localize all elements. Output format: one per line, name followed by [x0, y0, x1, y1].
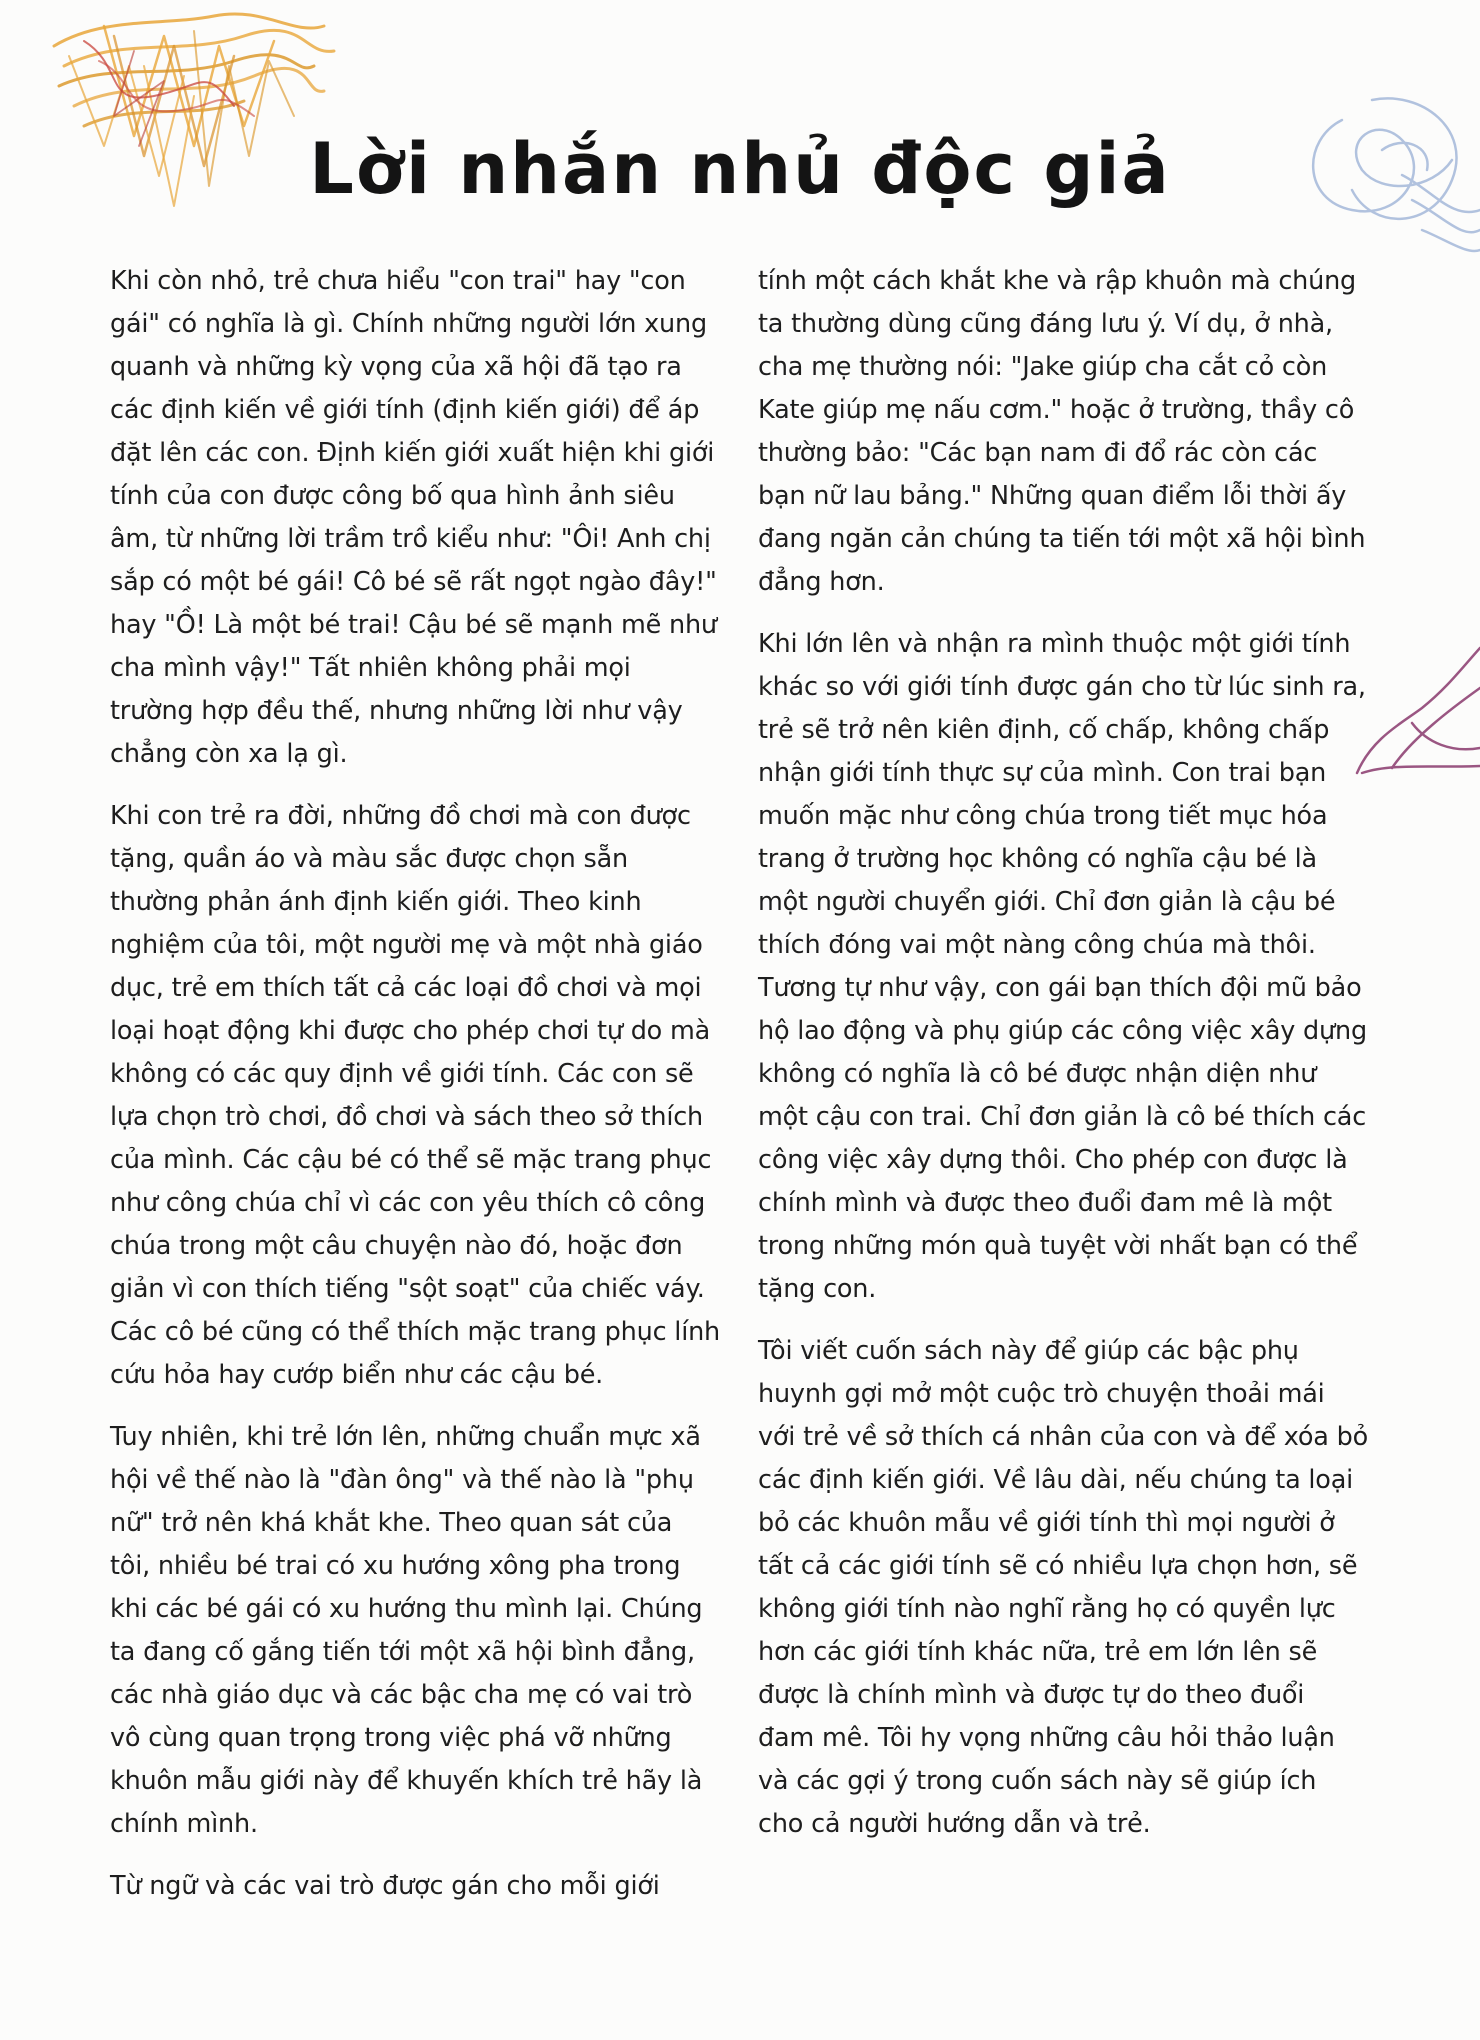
paragraph: Khi lớn lên và nhận ra mình thuộc một giới tính khác so với giới tính được gán cho từ lúc sinh ra, trẻ sẽ trở nên kiên định, cố chấp, không chấp nhận giới tính thực sự của mình. Con trai bạn muốn mặc như công chúa trong tiết mục hóa trang ở trường học không có nghĩa cậu bé là một người chuyển giới. Chỉ đơn giản là cậu bé thích đóng vai một nàng công chúa mà thôi. Tương tự như vậy, con gái bạn thích đội mũ bảo hộ lao động và phụ giúp các công việc xây dựng không có nghĩa là cô bé được nhận diện như một cậu con trai. Chỉ đơn giản là cô bé thích các công việc xây dựng thôi. Cho phép con được là chính mình và được theo đuổi đam mê là một trong những món quà tuyệt vời nhất bạn có thể tặng con. [758, 629, 1367, 1304]
purple-crayon-scribble [1352, 628, 1480, 788]
paragraph: Từ ngữ và các vai trò được gán cho mỗi giới [110, 1871, 660, 1901]
paragraph: Khi con trẻ ra đời, những đồ chơi mà con được tặng, quần áo và màu sắc được chọn sẵn thường phản ánh định kiến giới. Theo kinh nghiệm của tôi, một người mẹ và một nhà giáo dục, trẻ em thích tất cả các loại đồ chơi và mọi loại hoạt động khi được cho phép chơi tự do mà không có các quy định về giới tính. Các con sẽ lựa chọn trò chơi, đồ chơi và sách theo sở thích của mình. Các cậu bé có thể sẽ mặc trang phục như công chúa chỉ vì các con yêu thích cô công chúa trong một câu chuyện nào đó, hoặc đơn giản vì con thích tiếng "sột soạt" của chiếc váy. Các cô bé cũng có thể thích mặc trang phục lính cứu hỏa hay cướp biển như các cậu bé. [110, 801, 720, 1390]
paragraph: Khi còn nhỏ, trẻ chưa hiểu "con trai" hay "con gái" có nghĩa là gì. Chính những người lớn xung quanh và những kỳ vọng của xã hội đã tạo ra các định kiến về giới tính (định kiến giới) để áp đặt lên các con. Định kiến giới xuất hiện khi giới tính của con được công bố qua hình ảnh siêu âm, từ những lời trầm trồ kiểu như: "Ôi! Anh chị sắp có một bé gái! Cô bé sẽ rất ngọt ngào đây!" hay "Ồ! Là một bé trai! Cậu bé sẽ mạnh mẽ như cha mình vậy!" Tất nhiên không phải mọi trường hợp đều thế, nhưng những lời như vậy chẳng còn xa lạ gì. [110, 266, 717, 769]
right-text-column [758, 260, 1368, 1865]
left-text-column [110, 260, 720, 1927]
paragraph: Tuy nhiên, khi trẻ lớn lên, những chuẩn mực xã hội về thế nào là "đàn ông" và thế nào là "phụ nữ" trở nên khá khắt khe. Theo quan sát của tôi, nhiều bé trai có xu hướng xông pha trong khi các bé gái có xu hướng thu mình lại. Chúng ta đang cố gắng tiến tới một xã hội bình đẳng, các nhà giáo dục và các bậc cha mẹ có vai trò vô cùng quan trọng trong việc phá vỡ những khuôn mẫu giới này để khuyến khích trẻ hãy là chính mình. [110, 1422, 703, 1839]
page-title: Lời nhắn nhủ độc giả [309, 128, 1171, 210]
paragraph: tính một cách khắt khe và rập khuôn mà chúng ta thường dùng cũng đáng lưu ý. Ví dụ, ở nhà, cha mẹ thường nói: "Jake giúp cha cắt cỏ còn Kate giúp mẹ nấu cơm." hoặc ở trường, thầy cô thường bảo: "Các bạn nam đi đổ rác còn các bạn nữ lau bảng." Những quan điểm lỗi thời ấy đang ngăn cản chúng ta tiến tới một xã hội bình đẳng hơn. [758, 266, 1366, 597]
paragraph: Tôi viết cuốn sách này để giúp các bậc phụ huynh gợi mở một cuộc trò chuyện thoải mái với trẻ về sở thích cá nhân của con và để xóa bỏ các định kiến giới. Về lâu dài, nếu chúng ta loại bỏ các khuôn mẫu về giới tính thì mọi người ở tất cả các giới tính sẽ có nhiều lựa chọn hơn, sẽ không giới tính nào nghĩ rằng họ có quyền lực hơn các giới tính khác nữa, trẻ em lớn lên sẽ được là chính mình và được tự do theo đuổi đam mê. Tôi hy vọng những câu hỏi thảo luận và các gợi ý trong cuốn sách này sẽ giúp ích cho cả người hướng dẫn và trẻ. [758, 1336, 1368, 1839]
